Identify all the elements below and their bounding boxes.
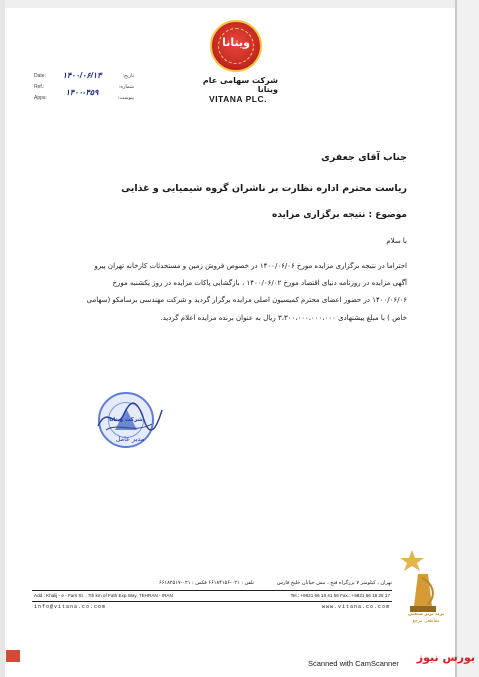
logo-text: ویتانا <box>222 36 250 49</box>
ref-label-en: Ref.: <box>34 84 45 90</box>
ref-label-fa: شماره: <box>118 84 134 90</box>
page-frame-top <box>0 0 479 8</box>
signature-scribble <box>94 396 166 438</box>
company-logo <box>210 20 262 72</box>
company-name-fa: شرکت سهامی عام ویتانا <box>202 76 278 94</box>
paragraph-line: ۱۴۰۰/۰۶/۰۶ در حضور اعضای محترم کمیسیون اصلی مزایده برگزار گردید و شرکت مهندسی برسامکو (سهامی <box>86 296 407 304</box>
date-label-en: Date: <box>34 73 46 79</box>
ref-row <box>34 84 134 97</box>
paragraph-line: احتراما در نتیجه برگزاری مزایده مورخ ۱۴۰۰/۰۶/۰۶ در خصوص فروش زمین و مستحدثات کارخانه تهران پیرو <box>94 262 407 270</box>
footer-phones-fa: تلفن : ۰۲۱-۶۶۱۸۴۱۵۶ فکس : ۰۲۱-۶۶۱۸۲۵۱۷ <box>159 580 254 586</box>
brand-watermark: بورس نیوز <box>416 651 475 664</box>
paragraph-line: آگهی مزایده در روزنامه دنیای اقتصاد مورخ ۱۴۰۰/۰۶/۰۲ ، بازگشایی پاکات مزایده در روز یکشنبه مورخ <box>112 279 407 287</box>
award-line-1: برند برتر صنعتی <box>407 612 444 617</box>
letter-salutation: جناب آقای جعفری <box>321 152 407 163</box>
date-row <box>34 73 134 83</box>
letter-subject: موضوع : نتیجه برگزاری مزایده <box>272 210 407 220</box>
stamp-text: شرکت ویتانا <box>109 417 143 423</box>
footer-phones-en: Tel.: +9821 66 18 41 56 Fax.: +9821 66 18 25 17 <box>290 593 390 598</box>
footer-rule <box>32 590 392 591</box>
apps-label-en: Apps: <box>34 95 47 101</box>
footer-address-fa: تهران ، کیلومتر ۷ بزرگراه فتح ، نبش خیابان خلیج فارس <box>276 580 392 586</box>
paragraph-line: خاص ) با مبلغ پیشنهادی ۳،۳۰۰،۰۰۰،۰۰۰،۰۰۰ ریال به عنوان برنده مزایده اعلام گردید. <box>160 314 407 322</box>
footer-website: www.vitana.co.com <box>321 604 390 610</box>
letter-greeting: با سلام <box>386 237 407 245</box>
footer-rule <box>32 601 392 602</box>
page-frame-left <box>0 0 5 677</box>
footer-address-en: Add.: Khalij - e - Fars St. , 7th km of Fath Exp.Way, TEHRAN - IRAN <box>34 593 173 598</box>
apps-label-fa: پیوست: <box>117 95 134 101</box>
page-frame-right <box>457 0 479 677</box>
apps-row <box>34 95 134 105</box>
camscanner-logo-icon <box>6 650 20 662</box>
scanner-watermark: Scanned with CamScanner <box>308 659 399 668</box>
reference-block <box>34 73 134 105</box>
letter-recipient: ریاست محترم اداره نظارت بر ناشران گروه شیمیایی و غذایی <box>121 183 407 194</box>
signatory-title: مدیر عامل <box>115 435 145 443</box>
date-label-fa: تاریخ: <box>122 73 134 79</box>
award-line-2: مقاطعی مرجع <box>412 619 440 624</box>
company-name-en: VITANA PLC. <box>209 94 267 104</box>
date-value: ۱۴۰۰/۰۶/۱۳ <box>62 71 102 80</box>
ref-value: ۱۴۰۰-۴۵۹ <box>65 88 99 97</box>
footer-email: info@vitana.co.com <box>34 604 107 610</box>
